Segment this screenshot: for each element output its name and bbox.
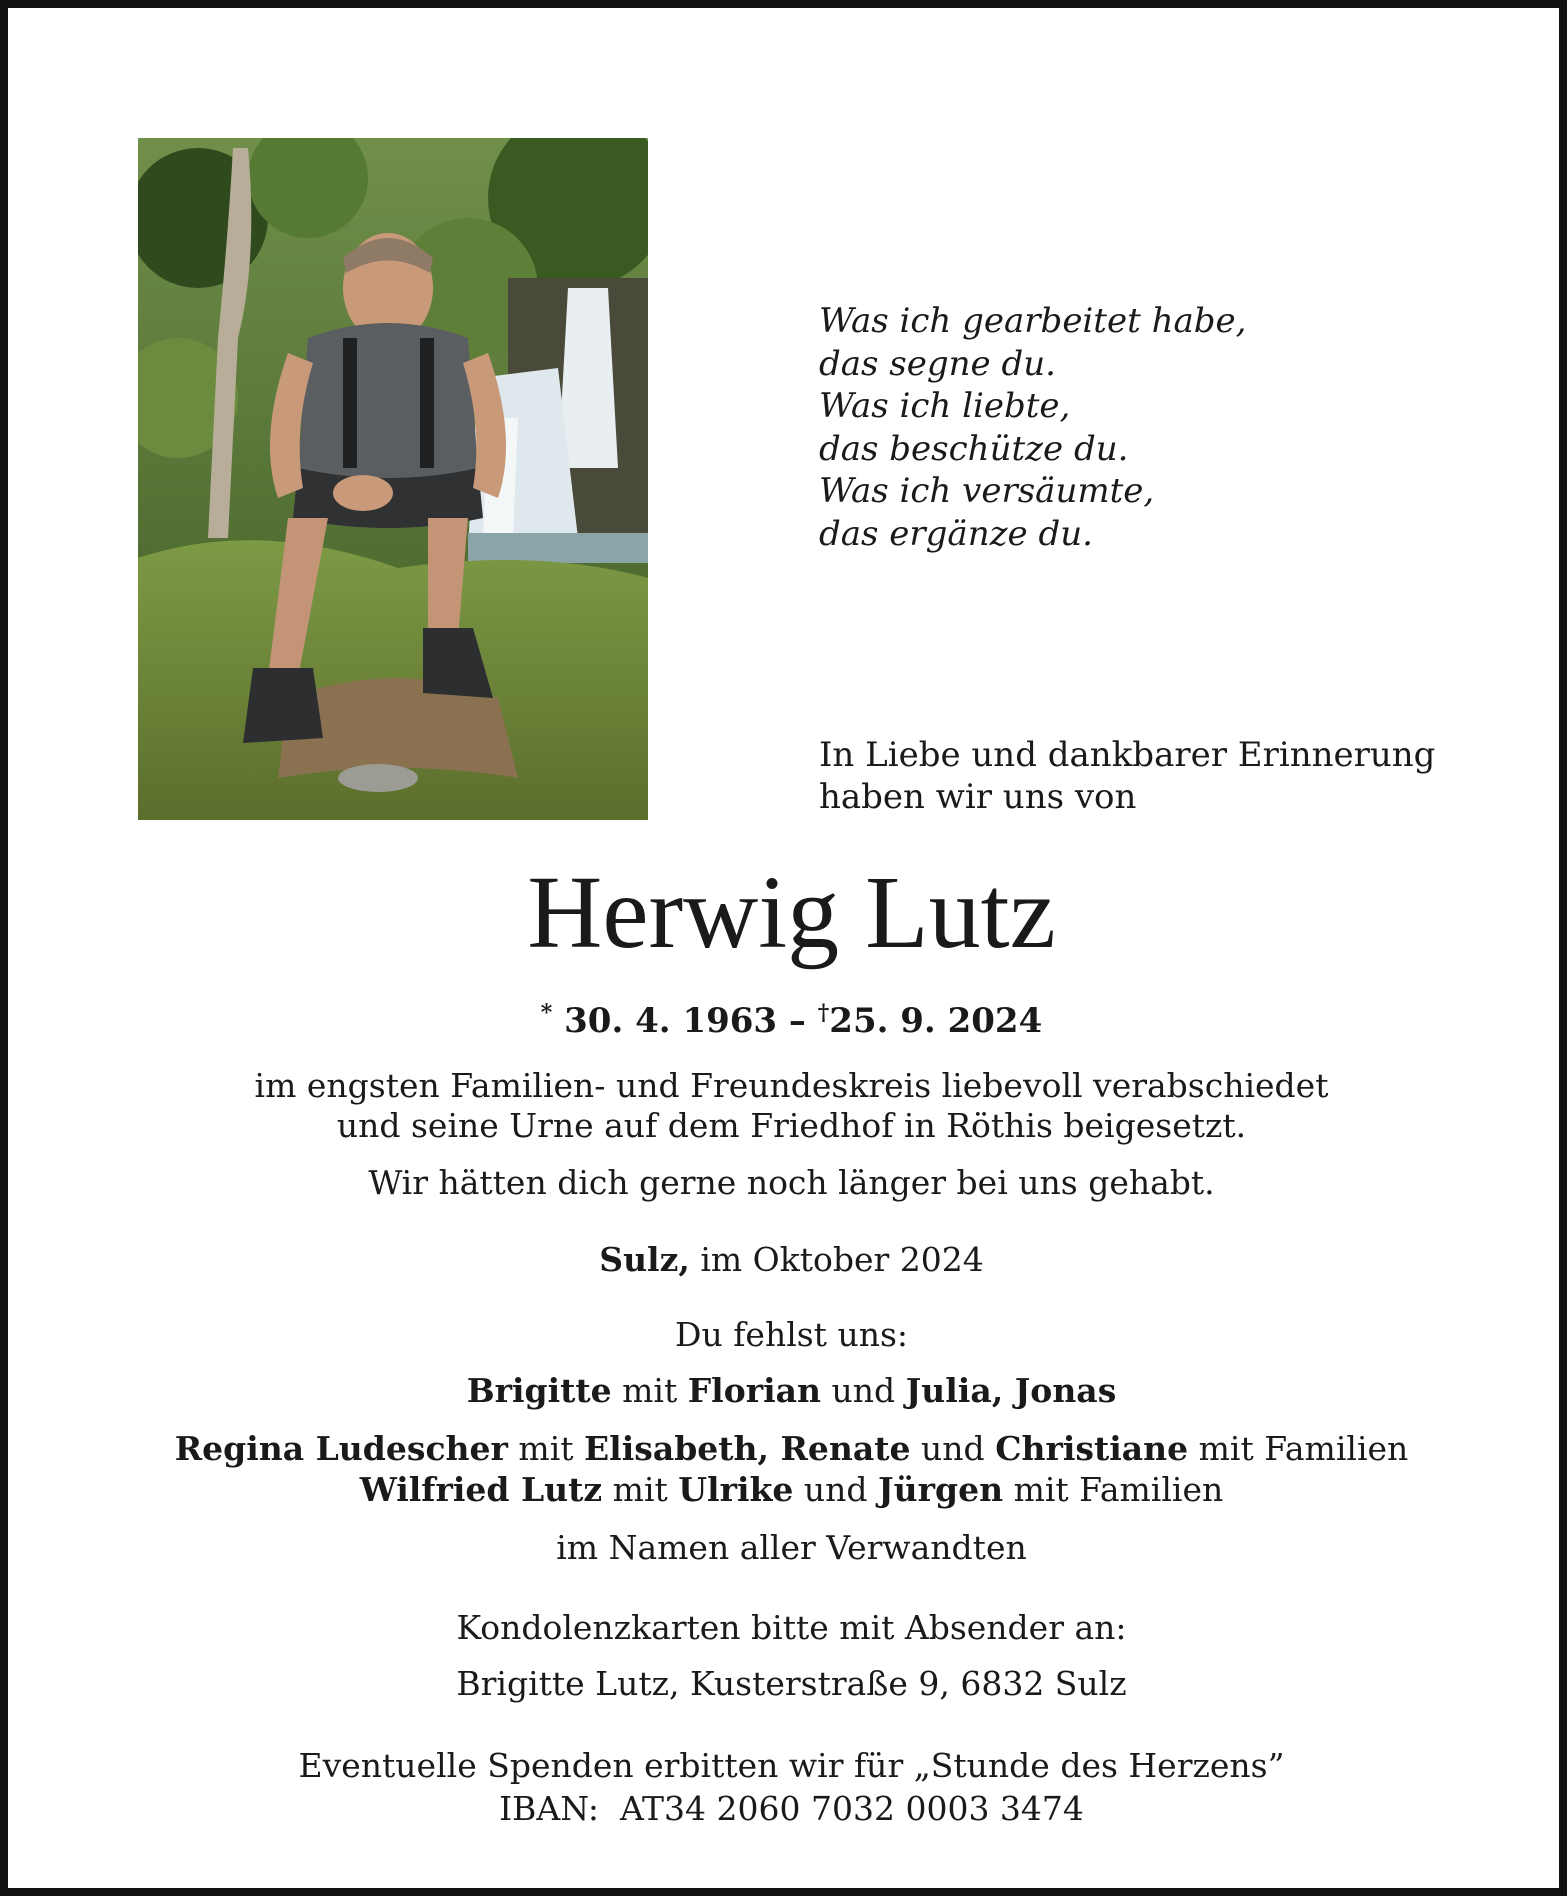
portrait-photo xyxy=(138,138,648,820)
quote-line: das beschütze du. xyxy=(819,428,1129,469)
death-date: 25. 9. 2024 xyxy=(829,1001,1043,1041)
family-name: Elisabeth, Renate xyxy=(584,1429,911,1468)
family-line-2 xyxy=(16,1429,1567,1469)
family-joiner: und xyxy=(803,1470,868,1509)
missing-heading: Du fehlst uns: xyxy=(675,1315,908,1354)
donation-line: Eventuelle Spenden erbitten wir für „Stunde des Herzens” xyxy=(298,1746,1285,1785)
quote-line: Was ich gearbeitet habe, xyxy=(819,301,1247,341)
relatives-line: im Namen aller Verwandten xyxy=(556,1528,1027,1567)
condolence-address: Brigitte Lutz, Kusterstraße 9, 6832 Sulz xyxy=(456,1664,1127,1703)
birth-symbol: * xyxy=(540,1000,553,1026)
family-joiner: mit xyxy=(518,1429,574,1468)
quote-poem xyxy=(819,300,1419,555)
iban-line: IBAN: AT34 2060 7032 0003 3474 xyxy=(499,1789,1084,1828)
death-symbol: † xyxy=(817,1000,830,1026)
intro-text xyxy=(819,734,1469,818)
family-name: Christiane xyxy=(995,1429,1189,1468)
quote-line: Was ich liebte, xyxy=(819,386,1071,426)
family-joiner: mit Familien xyxy=(1198,1429,1409,1468)
family-joiner: mit xyxy=(612,1470,668,1509)
missed-line: Wir hätten dich gerne noch länger bei uns gehabt. xyxy=(368,1163,1215,1202)
family-joiner: mit xyxy=(622,1371,678,1410)
family-name: Jürgen xyxy=(878,1470,1004,1509)
family-line-3 xyxy=(16,1470,1567,1510)
family-joiner: mit Familien xyxy=(1013,1470,1224,1509)
condolence-heading: Kondolenzkarten bitte mit Absender an: xyxy=(456,1608,1127,1647)
birth-date: 30. 4. 1963 xyxy=(564,1001,778,1041)
intro-line: haben wir uns von xyxy=(819,777,1137,817)
quote-line: Was ich versäumte, xyxy=(819,471,1155,511)
intro-line: In Liebe und dankbarer Erinnerung xyxy=(819,735,1436,775)
deceased-name: Herwig Lutz xyxy=(527,855,1056,970)
family-joiner: und xyxy=(921,1429,985,1468)
family-joiner: und xyxy=(831,1371,896,1410)
family-line-1 xyxy=(16,1371,1567,1411)
place: Sulz, xyxy=(599,1240,690,1279)
family-name: Ulrike xyxy=(678,1470,794,1509)
family-name: Julia, Jonas xyxy=(905,1371,1117,1410)
family-name: Regina Ludescher xyxy=(174,1429,508,1468)
farewell-line: und seine Urne auf dem Friedhof in Röthis beigesetzt. xyxy=(336,1106,1247,1145)
quote-line: das ergänze du. xyxy=(819,513,1093,554)
family-name: Brigitte xyxy=(466,1371,612,1410)
family-name: Wilfried Lutz xyxy=(359,1470,603,1509)
date-text: im Oktober 2024 xyxy=(700,1240,984,1279)
place-date xyxy=(16,1240,1567,1280)
date-separator: – xyxy=(788,1001,806,1041)
life-dates xyxy=(16,988,1567,1046)
farewell-line: im engsten Familien- und Freundeskreis liebevoll verabschiedet xyxy=(254,1066,1329,1105)
quote-line: das segne du. xyxy=(819,343,1056,384)
family-name: Florian xyxy=(687,1371,822,1410)
